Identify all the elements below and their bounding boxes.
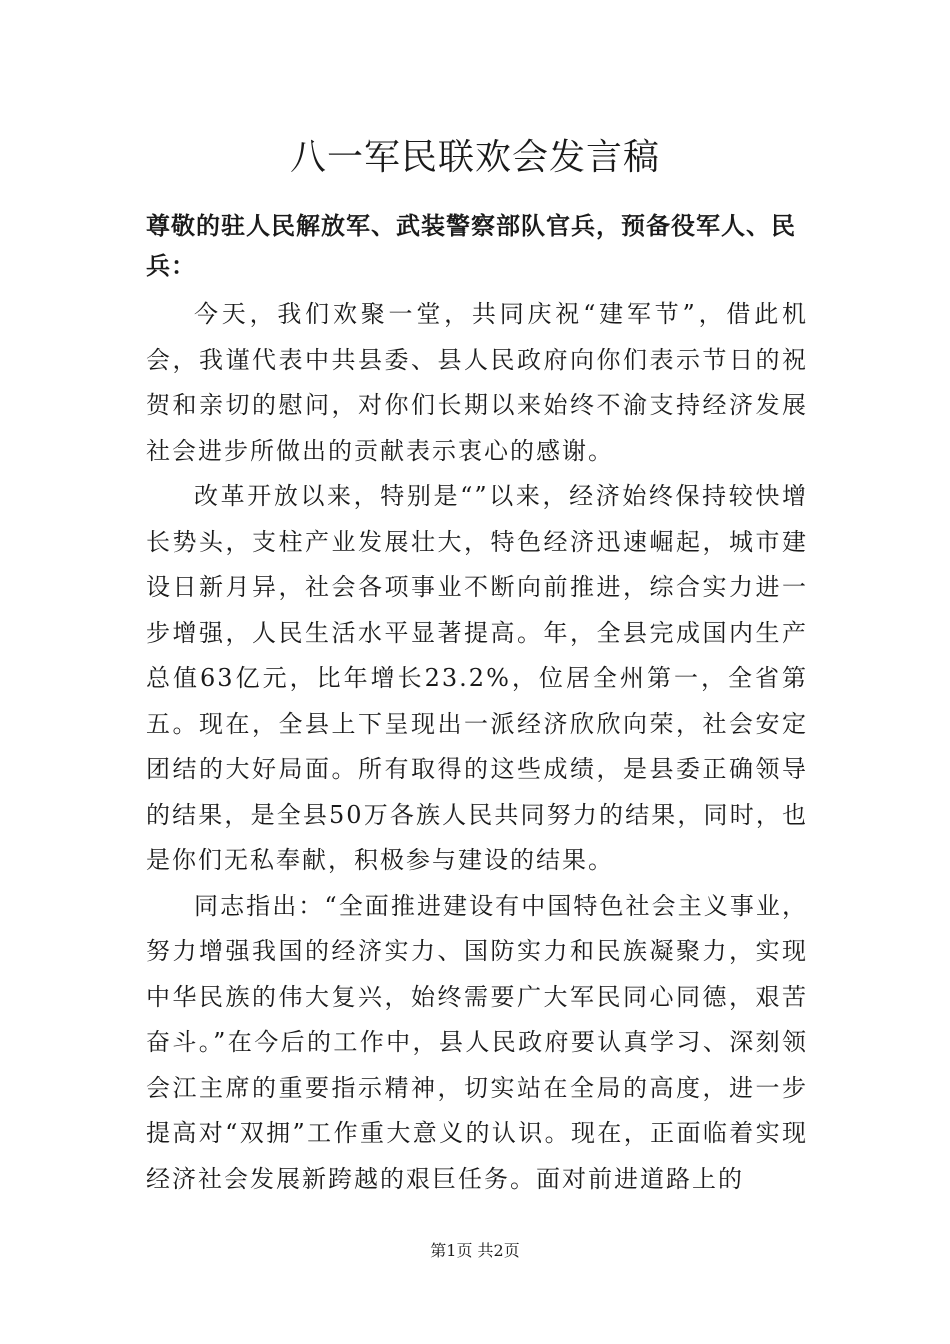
document-title: 八一军民联欢会发言稿: [289, 137, 660, 178]
paragraph-3: 同志指出：“全面推进建设有中国特色社会主义事业，努力增强我国的经济实力、国防实力和民族凝聚力，实现中华民族的伟大复兴，始终需要广大军民同心同德，艰苦奋斗。”在今后的工作中，县人民政府要认真学习、深刻领会江主席的重要指示精神，切实站在全局的高度，进一步提高对“双拥”工作重大意义的认识。现在，正面临着实现经济社会发展新跨越的艰巨任务。面对前进道路上的: [146, 891, 808, 1193]
page-footer: 第1页 共2页: [430, 1241, 520, 1260]
salutation: 尊敬的驻人民解放军、武装警察部队官兵，预备役军人、民兵：: [146, 211, 796, 280]
document-body: [146, 292, 808, 1202]
paragraph-2: 改革开放以来，特别是“”以来，经济始终保持较快增长势头，支柱产业发展壮大，特色经济迅速崛起，城市建设日新月异，社会各项事业不断向前推进，综合实力进一步增强，人民生活水平显著提高。年，全县完成国内生产总值63亿元，比年增长23.2%，位居全州第一，全省第五。现在，全县上下呈现出一派经济欣欣向荣，社会安定团结的大好局面。所有取得的这些成绩，是县委正确领导的结果，是全县50万各族人民共同努力的结果，同时，也是你们无私奉献，积极参与建设的结果。: [146, 482, 808, 874]
paragraph-1: 今天，我们欢聚一堂，共同庆祝“建军节”，借此机会，我谨代表中共县委、县人民政府向你们表示节日的祝贺和亲切的慰问，对你们长期以来始终不渝支持经济发展社会进步所做出的贡献表示衷心的感谢。: [146, 300, 808, 465]
